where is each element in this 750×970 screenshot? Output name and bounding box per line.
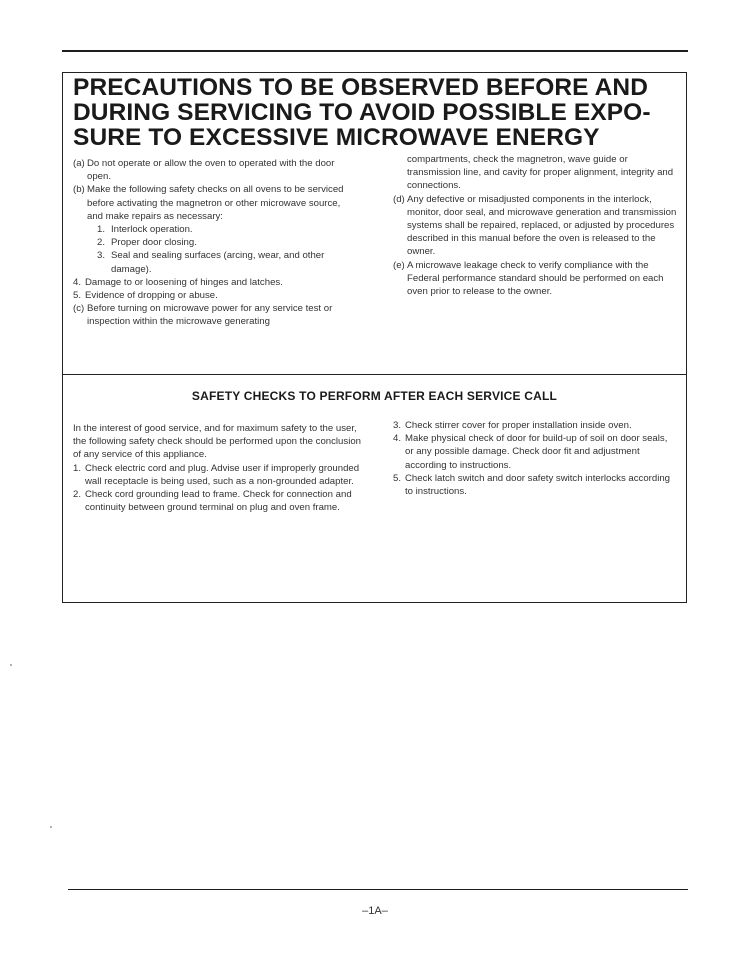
item-marker: (a) <box>73 158 85 169</box>
safety-check-3 <box>73 249 348 275</box>
item-marker: 1. <box>97 224 106 236</box>
item-text: Check cord grounding lead to frame. Check for connection and continuity between ground terminal on plug and oven frame. <box>85 489 352 514</box>
item-text: Interlock operation. <box>111 224 193 236</box>
safety-check-2 <box>73 236 348 249</box>
item-text: Do not operate or allow the oven to operated with the door open. <box>87 158 335 183</box>
safety-check-item-5 <box>393 472 678 498</box>
item-marker: (d) <box>393 193 405 205</box>
item-text: Check electric cord and plug. Advise user if improperly grounded wall receptacle is being used, such as a non-grounded adapter. <box>85 462 360 487</box>
precaution-item-c <box>73 302 348 328</box>
safety-check-item-2 <box>73 488 361 514</box>
precaution-item-b <box>73 183 348 223</box>
item-text: Damage to or loosening of hinges and latches. <box>85 276 283 288</box>
item-marker: (e) <box>393 259 405 271</box>
precaution-item-a <box>73 157 348 183</box>
item-marker: 1. <box>73 462 82 474</box>
item-text: Check stirrer cover for proper installation inside oven. <box>405 420 632 431</box>
item-text: Make physical check of door for build-up of soil on door seals, or any possible damage. Check door fit and adjustment according to instructions. <box>405 433 668 471</box>
scan-speck <box>50 826 52 828</box>
safety-check-1 <box>73 223 348 236</box>
item-text: Before turning on microwave power for any service test or inspection within the microwave generating <box>87 303 333 328</box>
page-number: –1A– <box>362 905 388 917</box>
item-marker: 2. <box>73 489 82 501</box>
item-text: Check latch switch and door safety switch interlocks according to instructions. <box>405 472 671 498</box>
item-text: Evidence of dropping or abuse. <box>85 290 218 302</box>
precautions-title: PRECAUTIONS TO BE OBSERVED BEFORE AND DURING SERVICING TO AVOID POSSIBLE EXPO- SURE TO EXCESSIVE MICROWAVE ENERGY <box>73 74 651 151</box>
safety-check-item-1 <box>73 462 361 488</box>
item-marker: 4. <box>73 276 82 288</box>
item-text: Make the following safety checks on all ovens to be serviced before activating the magnetron or other microwave source, and make repairs as necessary: <box>87 184 344 222</box>
safety-check-4 <box>73 276 348 289</box>
safety-checks-title: SAFETY CHECKS TO PERFORM AFTER EACH SERVICE CALL <box>191 389 558 403</box>
item-text: Any defective or misadjusted components in the interlock, monitor, door seal, and microwave generation and transmission systems shall be repaired, replaced, or adjusted by procedures described in this manual before the oven is released to the owner. <box>407 193 677 258</box>
item-marker: 4. <box>393 433 402 445</box>
top-rule <box>62 50 688 52</box>
safety-checks-right-column <box>393 419 678 498</box>
item-text: A microwave leakage check to verify compliance with the Federal performance standard should be performed on each oven prior to release to the owner. <box>407 259 664 298</box>
safety-check-item-3 <box>393 419 678 432</box>
precaution-item-c-continued <box>393 153 678 193</box>
item-text: Proper door closing. <box>111 237 197 249</box>
section-divider <box>63 374 686 375</box>
item-marker: 3. <box>393 420 402 431</box>
item-marker: 5. <box>73 290 82 302</box>
precautions-left-column <box>73 157 348 329</box>
safety-checks-left-column <box>73 422 361 514</box>
service-notice-box <box>62 72 687 603</box>
scan-speck <box>10 664 12 666</box>
safety-check-item-4 <box>393 432 678 472</box>
item-marker: 3. <box>97 250 106 262</box>
precautions-right-column <box>393 153 678 298</box>
bottom-rule <box>68 889 688 890</box>
item-marker: (b) <box>73 184 85 196</box>
item-marker: (c) <box>73 303 85 315</box>
item-marker: 2. <box>97 237 106 249</box>
item-text: Seal and sealing surfaces (arcing, wear, and other damage). <box>111 250 325 275</box>
safety-checks-intro: In the interest of good service, and for maximum safety to the user, the following safety check should be performed upon the conclusion of any service of this appliance. <box>73 423 361 461</box>
item-marker: 5. <box>393 472 402 484</box>
item-text: compartments, check the magnetron, wave guide or transmission line, and cavity for proper alignment, integrity and connections. <box>407 154 674 192</box>
precaution-item-d <box>393 193 678 259</box>
safety-check-5 <box>73 289 348 302</box>
precaution-item-e <box>393 259 678 299</box>
